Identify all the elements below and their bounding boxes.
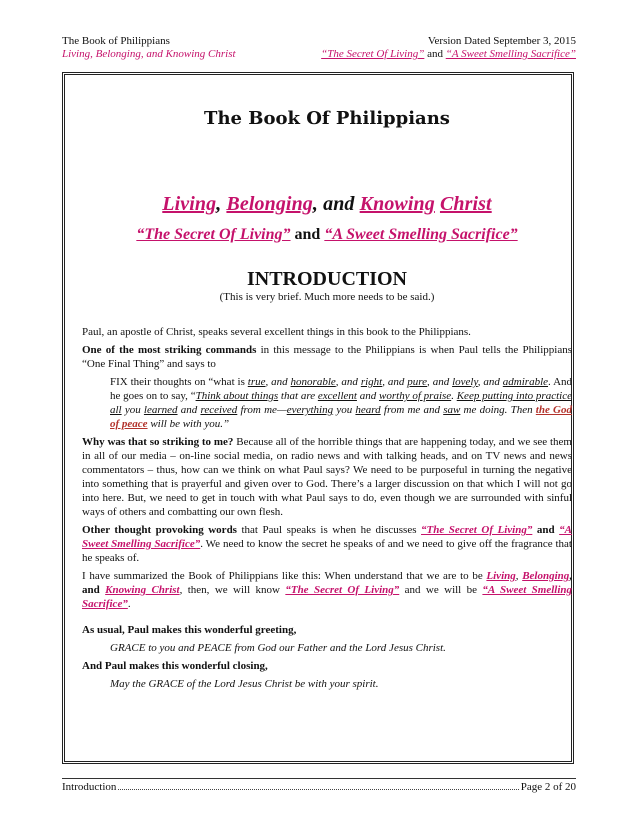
footer-leader-dots — [118, 789, 518, 790]
w-excellent: excellent — [317, 390, 357, 402]
q-e: , and — [427, 376, 453, 388]
w-heard: heard — [355, 404, 381, 416]
p6-living: Living — [486, 570, 516, 582]
introduction-note: (This is very brief. Much more needs to be said.) — [219, 291, 435, 303]
q-n: from me— — [237, 404, 287, 416]
p5-bold: Other thought provoking words — [82, 524, 237, 536]
footer-section: Introduction — [62, 781, 117, 793]
introduction-heading: INTRODUCTION — [246, 268, 408, 290]
w-honorable: honorable — [290, 376, 336, 388]
header-secrets — [321, 48, 576, 61]
q-m: and — [177, 404, 201, 416]
header-book-title: The Book of Philippians — [62, 35, 170, 47]
body-text — [82, 325, 572, 691]
w-true: true — [247, 376, 266, 388]
paragraph-closing-intro: And Paul makes this wonderful closing, — [82, 660, 268, 672]
p5-b: . We need to know the secret he speaks of and we need to give off the fragrance that he speaks of. — [82, 538, 572, 564]
p5-a: that Paul speaks is when he discusses — [236, 524, 422, 536]
paragraph-6 — [82, 569, 572, 611]
main-subtitle: Living, Belonging, and Knowing Christ — [162, 193, 492, 215]
q-j: . — [451, 390, 457, 402]
p6-comma1: , — [515, 570, 523, 582]
q-r: will be with you.” — [147, 418, 230, 430]
header-subtitle: Living, Belonging, and Knowing Christ — [62, 48, 236, 60]
q-a: FIX their thoughts on “what is — [110, 376, 248, 388]
w-saw: saw — [443, 404, 461, 416]
secondary-subtitle — [82, 226, 572, 244]
q-g: . And he goes on to say, “ — [110, 376, 573, 402]
subtitle-belonging: Belonging — [226, 193, 313, 215]
p6-c: and we will be — [399, 584, 483, 596]
p6-a: I have summarized the Book of Philippians like this: When understand that we are to be — [82, 570, 487, 582]
p6-d: . — [127, 598, 131, 610]
w-received: received — [200, 404, 238, 416]
q-p: from me and — [380, 404, 444, 416]
w-worthy: worthy of praise — [379, 390, 452, 402]
paragraph-1: Paul, an apostle of Christ, speaks several excellent things in this book to the Philippians. — [82, 326, 471, 338]
q-o: you — [333, 404, 356, 416]
p6-comma2: , and — [82, 570, 573, 596]
q-h: that are — [278, 390, 318, 402]
w-lovely: lovely — [452, 376, 478, 388]
header-version: Version Dated September 3, 2015 — [427, 35, 576, 47]
header-secret-living: “The Secret Of Living” — [321, 48, 425, 60]
w-pure: pure — [407, 376, 428, 388]
w-everything: everything — [286, 404, 334, 416]
subtitle2-secret: “The Secret Of Living” — [136, 226, 291, 243]
p6-knowing: Knowing Christ — [105, 584, 180, 596]
paragraph-quote — [82, 375, 572, 431]
document-title: The Book Of Philippians — [204, 108, 450, 129]
p5-sweet: “A Sweet Smelling Sacrifice” — [82, 524, 572, 550]
subtitle2-sweet: “A Sweet Smelling Sacrifice” — [324, 226, 518, 243]
w-admirable: admirable — [502, 376, 549, 388]
header-sweet-sacrifice: “A Sweet Smelling Sacrifice” — [445, 48, 576, 60]
paragraph-2 — [82, 343, 572, 371]
subtitle-and: and — [323, 193, 355, 215]
subtitle-living: Living — [162, 193, 217, 215]
p2-bold: One of the most striking commands — [82, 344, 257, 356]
paragraph-greeting: GRACE to you and PEACE from God our Father and the Lord Jesus Christ. — [110, 642, 446, 654]
paragraph-closing: May the GRACE of the Lord Jesus Christ be with your spirit. — [110, 678, 379, 690]
page-header — [62, 35, 576, 61]
page-content — [82, 108, 572, 695]
subtitle2-and: and — [294, 226, 321, 243]
p5-secret: “The Secret Of Living” — [421, 524, 533, 536]
q-f: , and — [477, 376, 503, 388]
paragraph-greeting-intro: As usual, Paul makes this wonderful greeting, — [82, 624, 297, 636]
p6-b: , then, we will know — [179, 584, 286, 596]
p4-rest: Because all of the horrible things that are happening today, and we see them in all of our media – on-line social media, on radio news and with talking heads, and on TV news and news commentators – thus, how can we think on what Paul says? We need to be purposeful in turning the negative into something that is prayerful and given over to God. There’s a larger discussion on that which I will not go into here. But, we need to get in touch with what Paul says to do, even though we are surrounded with sinful ways of others and combatting our own flesh. — [82, 436, 572, 518]
page-footer — [62, 778, 576, 793]
p6-sweet: “A Sweet Smelling Sacrifice” — [82, 584, 573, 610]
q-i: and — [356, 390, 380, 402]
w-god-of-peace: the God of peace — [110, 404, 573, 430]
p5-and: and — [532, 524, 560, 536]
w-learned: learned — [143, 404, 178, 416]
p6-secret: “The Secret Of Living” — [285, 584, 400, 596]
p2-rest: in this message to the Philippians is when Paul tells the Philippians “One Final Thing” and says to — [82, 344, 572, 370]
q-d: , and — [382, 376, 408, 388]
q-l: you — [121, 404, 144, 416]
w-all: all — [110, 404, 122, 416]
subtitle-knowing: Knowing — [359, 193, 435, 215]
footer-page-number: Page 2 of 20 — [520, 781, 576, 793]
w-keep: Keep putting into practice — [456, 390, 572, 402]
paragraph-5 — [82, 523, 572, 565]
q-q: me doing. Then — [460, 404, 536, 416]
p6-belonging: Belonging — [522, 570, 570, 582]
q-c: , and — [335, 376, 361, 388]
header-and: and — [427, 48, 443, 60]
paragraph-4 — [82, 435, 572, 519]
subtitle-christ: Christ — [439, 193, 492, 215]
p4-bold: Why was that so striking to me? — [82, 436, 234, 448]
w-think: Think about things — [195, 390, 279, 402]
q-b: , and — [265, 376, 291, 388]
w-right: right — [360, 376, 383, 388]
